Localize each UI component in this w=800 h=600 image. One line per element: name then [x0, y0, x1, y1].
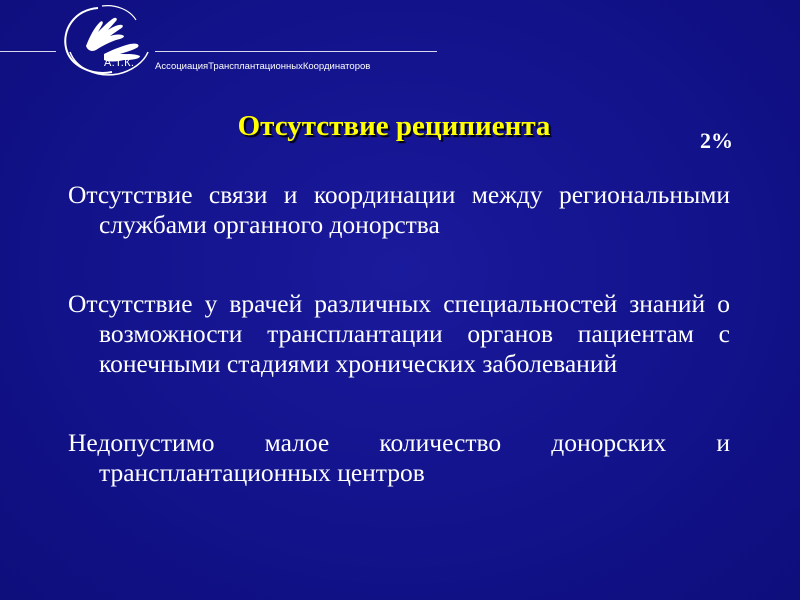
bullet-item: Недопустимо малое количество донорских и трансплантационных центров [68, 428, 730, 487]
association-name: АссоциацияТрансплантационныхКоординаторов [155, 61, 371, 72]
bullet-list [68, 180, 730, 488]
percent-value: 2% [700, 128, 733, 153]
slide-title: Отсутствие реципиента [237, 110, 551, 142]
logo-abbreviation: А.Т.К. [104, 57, 135, 69]
hands-logo-icon [56, 2, 156, 82]
bullet-item: Отсутствие связи и координации между региональными службами органного донорства [68, 180, 730, 239]
bullet-item: Отсутствие у врачей различных специальностей знаний о возможности трансплантации органов пациентам с конечными стадиями хронических заболеваний [68, 289, 730, 378]
header-divider-left [0, 51, 56, 52]
header-divider-right [155, 51, 437, 52]
